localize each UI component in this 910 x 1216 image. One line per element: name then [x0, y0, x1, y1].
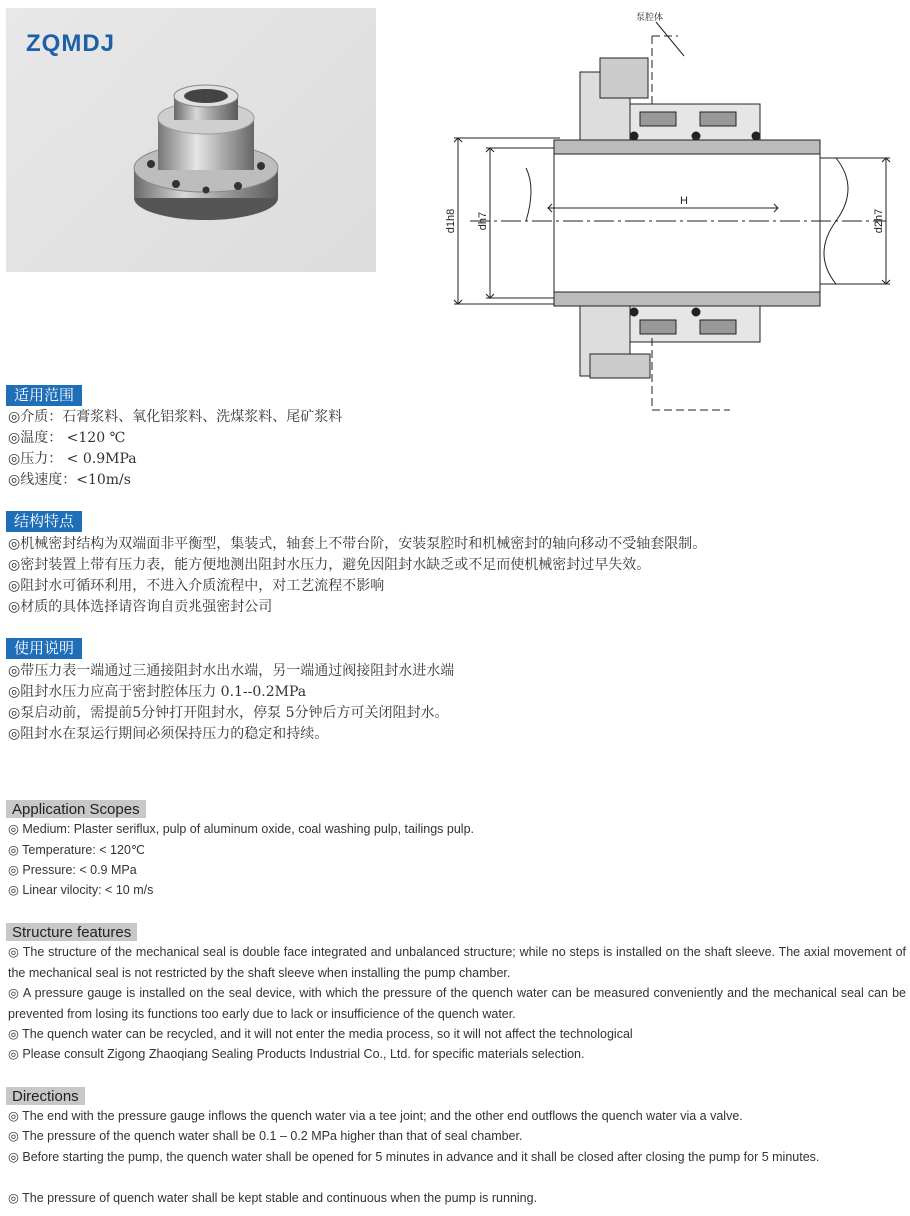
cn-scope-item: ◎线速度：<10m/s	[8, 472, 131, 488]
cn-usage-heading: 使用说明	[6, 638, 82, 659]
drawing-callout: 泵腔体	[636, 13, 664, 23]
en-scope-item: ◎ Temperature: < 120℃	[8, 843, 145, 857]
dim-d1: d1h8	[445, 208, 457, 234]
cn-structure-heading: 结构特点	[6, 511, 82, 532]
en-directions-item: ◎ The pressure of the quench water shall be 0.1 – 0.2 MPa higher than that of seal chamber.	[8, 1129, 523, 1143]
en-structure-item: ◎ Please consult Zigong Zhaoqiang Sealing Products Industrial Co., Ltd. for specific materials selection.	[8, 1047, 585, 1061]
cn-scope-item: ◎介质：石膏浆料、氧化铝浆料、洗煤浆料、尾矿浆料	[8, 409, 343, 425]
en-directions-item: ◎ The pressure of quench water shall be kept stable and continuous when the pump is running.	[8, 1191, 538, 1205]
cn-scope-heading: 适用范围	[6, 385, 82, 406]
dim-H: H	[680, 195, 688, 207]
cn-structure-item: ◎密封装置上带有压力表，能方便地测出阻封水压力，避免因阻封水缺乏或不足而使机械密封过早失效。	[8, 557, 651, 573]
cn-scope-item: ◎压力： < 0.9MPa	[8, 451, 137, 467]
cn-scope-item: ◎温度： <120 ℃	[8, 430, 126, 446]
en-structure-item: ◎ The quench water can be recycled, and it will not enter the media process, so it will not affect the technological	[8, 1027, 633, 1041]
en-scope-item: ◎ Pressure: < 0.9 MPa	[8, 863, 137, 877]
cn-structure-item: ◎阻封水可循环利用，不进入介质流程中，对工艺流程不影响	[8, 578, 385, 594]
en-directions-item: ◎ Before starting the pump, the quench water shall be opened for 5 minutes in advance and it shall be closed after closing the pump for 5 minutes.	[8, 1150, 820, 1164]
en-directions-item: ◎ The end with the pressure gauge inflows the quench water via a tee joint; and the other end outflows the quench water via a valve.	[8, 1109, 743, 1123]
cn-structure-item: ◎机械密封结构为双端面非平衡型，集装式，轴套上不带台阶，安装泵腔时和机械密封的轴向移动不受轴套限制。	[8, 536, 707, 552]
dim-dh: dh7	[477, 211, 489, 231]
en-structure-item: ◎ A pressure gauge is installed on the seal device, with which the pressure of the quench water can be measured conveniently and the mechanical seal can be prevented from losing its functions too early due to lack or insufficience of the quench water.	[8, 986, 906, 1021]
en-structure-item: ◎ The structure of the mechanical seal is double face integrated and unbalanced structure; while no steps is installed on the shaft sleeve. The axial movement of the mechanical seal is not restricted by the shaft sleeve when installing the pump chamber.	[8, 945, 906, 980]
en-scope-heading: Application Scopes	[6, 800, 146, 818]
en-structure-heading: Structure features	[6, 923, 137, 941]
en-directions-heading: Directions	[6, 1087, 85, 1105]
cn-usage-item: ◎带压力表一端通过三通接阻封水出水端，另一端通过阀接阻封水进水端	[8, 663, 455, 679]
en-scope-item: ◎ Medium: Plaster seriflux, pulp of aluminum oxide, coal washing pulp, tailings pulp.	[8, 822, 474, 836]
product-model: ZQMDJ	[26, 30, 115, 57]
seal-product-image	[6, 8, 376, 272]
dim-d2: d2h7	[873, 208, 885, 234]
cn-usage-item: ◎泵启动前，需提前5分钟打开阻封水，停泵 5分钟后方可关闭阻封水。	[8, 705, 449, 721]
en-scope-item: ◎ Linear vilocity: < 10 m/s	[8, 883, 154, 897]
technical-drawing	[440, 8, 902, 418]
cn-usage-item: ◎阻封水在泵运行期间必须保持压力的稳定和持续。	[8, 726, 329, 742]
cn-structure-item: ◎材质的具体选择请咨询自贡兆强密封公司	[8, 599, 273, 615]
product-photo	[6, 8, 376, 272]
cn-usage-item: ◎阻封水压力应高于密封腔体压力 0.1--0.2MPa	[8, 684, 307, 700]
